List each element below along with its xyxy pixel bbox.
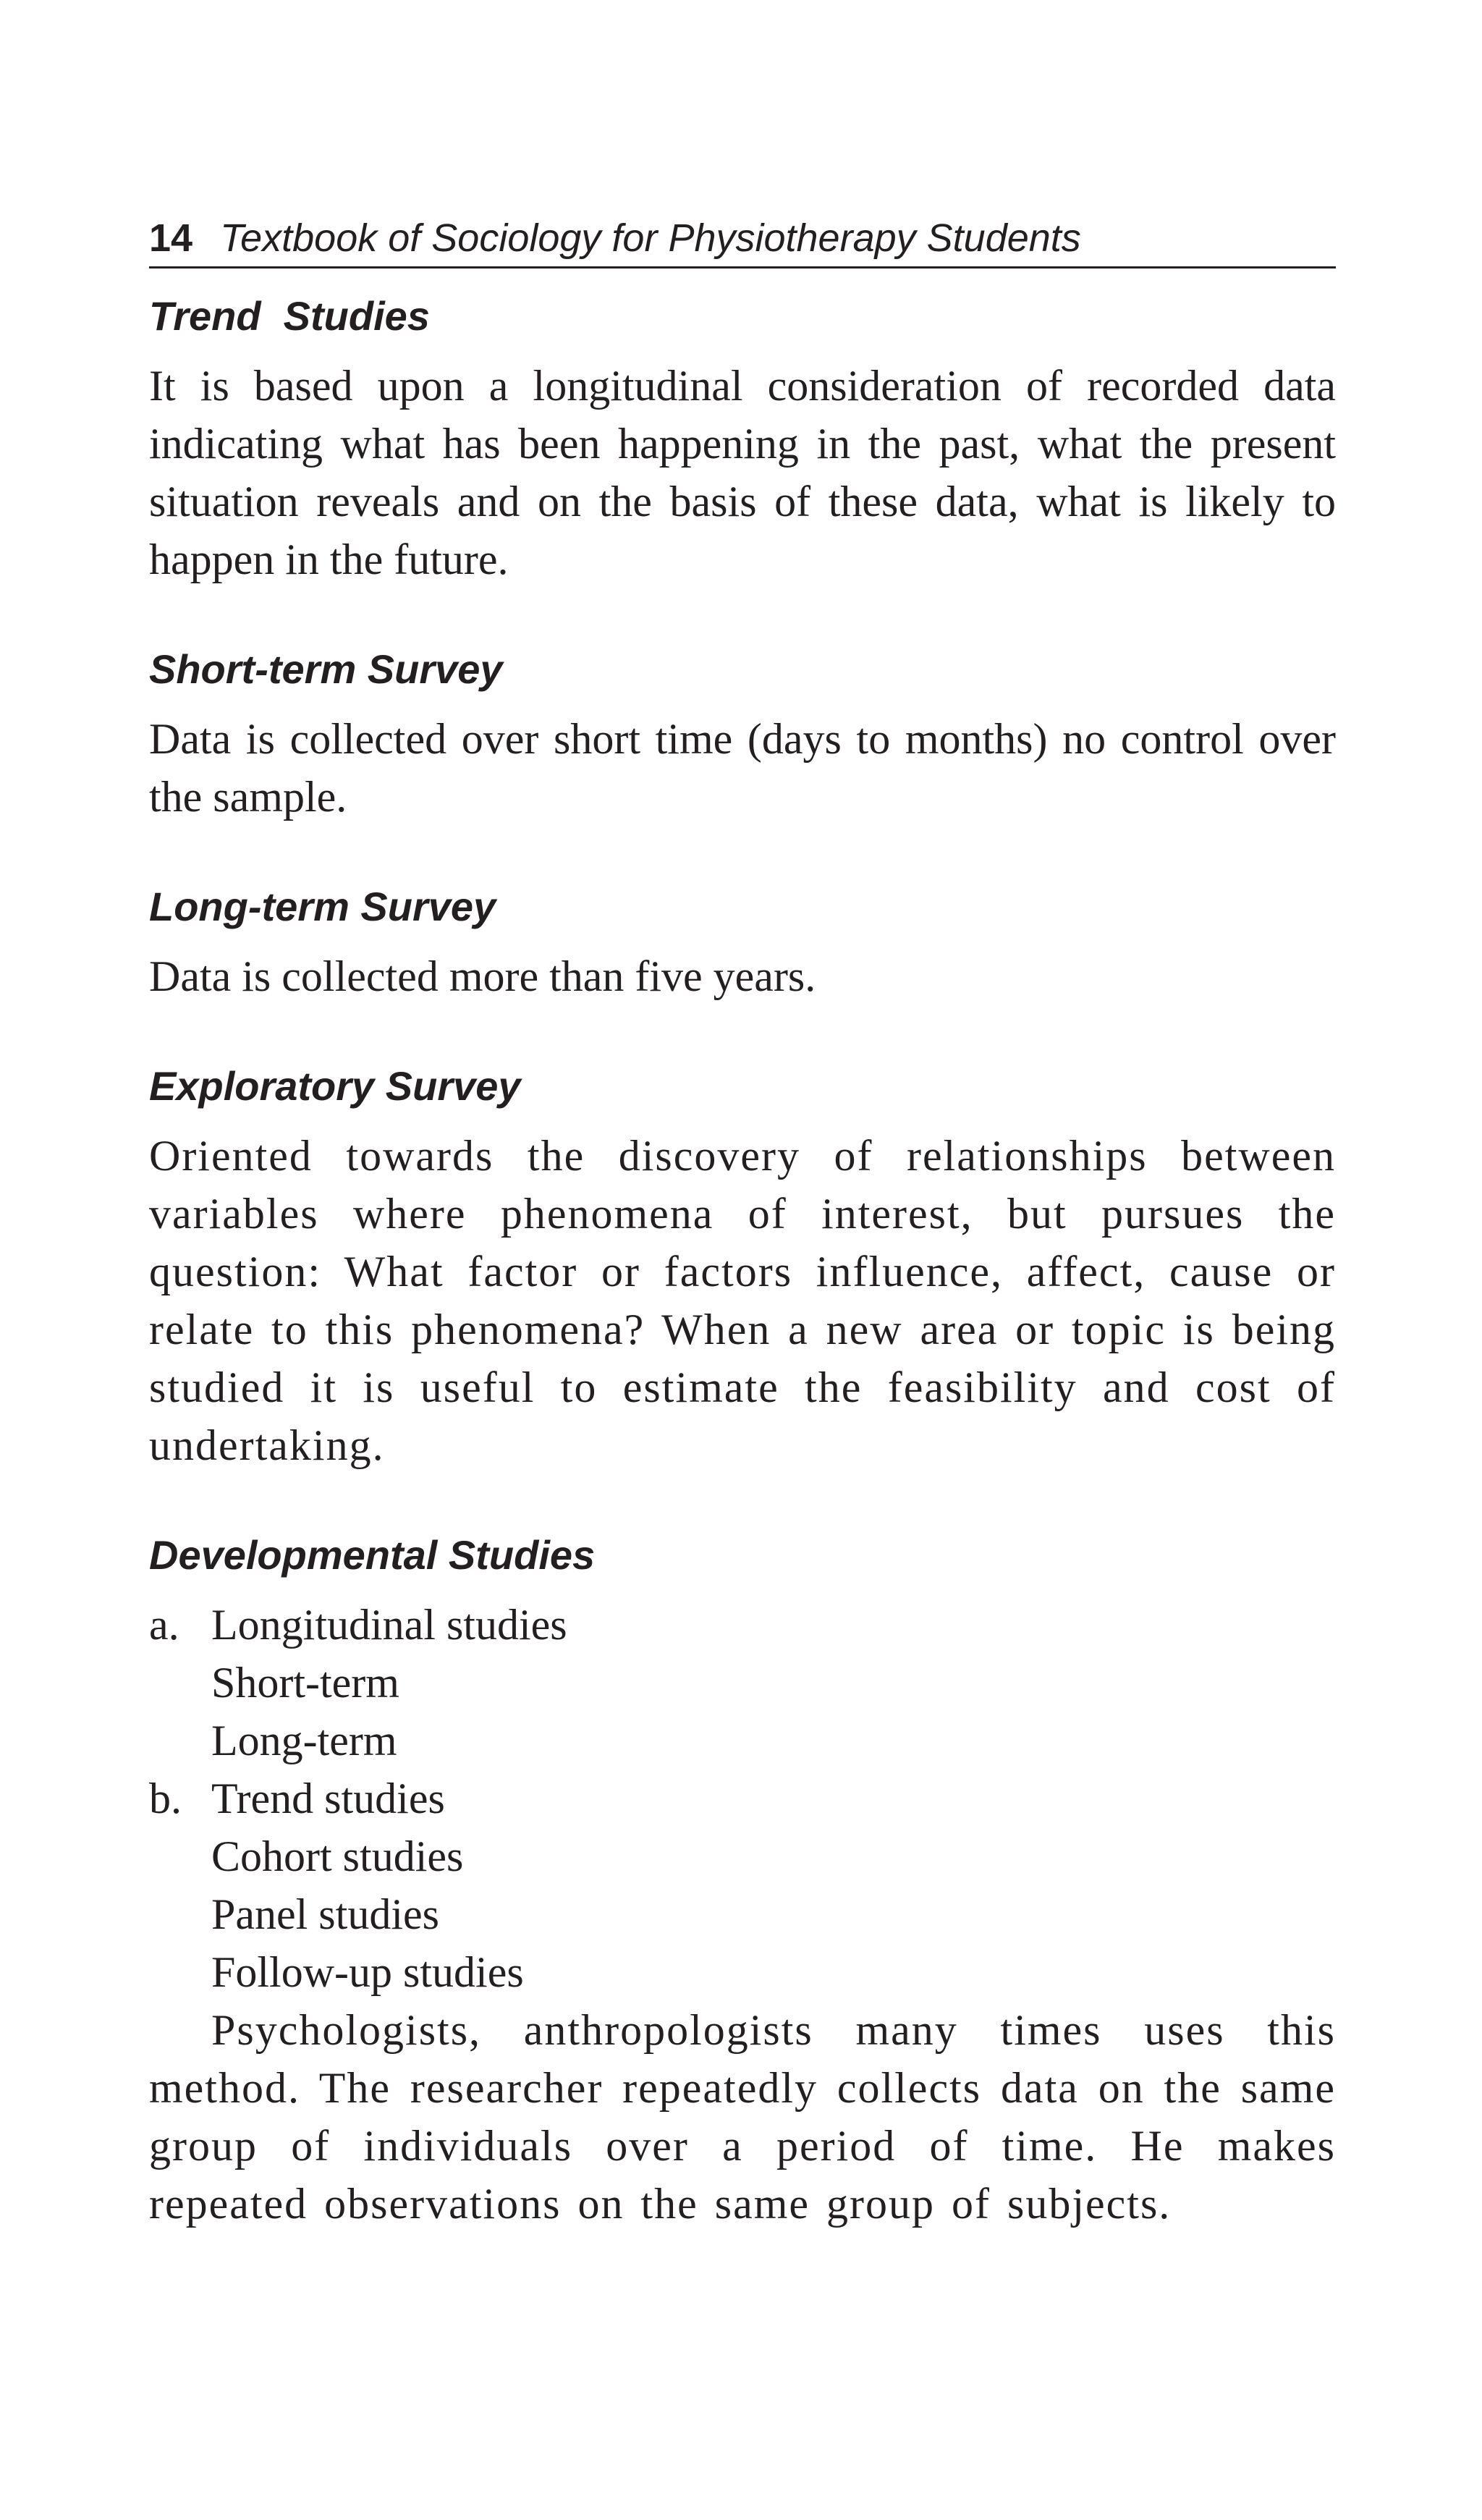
section-heading: Trend Studies: [149, 293, 430, 339]
sub-list-item: Cohort studies: [211, 1832, 464, 1880]
section-heading: Long-term Survey: [149, 884, 496, 929]
section-exploratory-survey: [149, 1057, 1336, 1474]
section-short-term-survey: [149, 640, 1336, 826]
section-paragraph: Psychologists, anthropologists many times uses this method. The researcher repeatedly collects data on the same group of individuals over a period of time. He makes repeated observations on the same group of subjects.: [149, 2006, 1336, 2228]
sub-list-item: Follow-up studies: [211, 1948, 524, 1996]
section-paragraph: It is based upon a longitudinal consideration of recorded data indicating what has been happening in the past, what the present situation reveals and on the basis of these data, what is likely to happen in the future.: [149, 362, 1336, 583]
book-page: [149, 210, 1336, 2233]
studies-list: [149, 1596, 1336, 2001]
section-paragraph: Oriented towards the discovery of relationships between variables where phenomena of interest, but pursues the question: What factor or factors influence, affect, cause or relate to this phenomena? When a new area or topic is being studied it is useful to estimate the feasibility and cost of undertaking.: [149, 1132, 1336, 1469]
sub-list-item: Short-term: [211, 1659, 399, 1707]
section-developmental-studies: [149, 1526, 1336, 2233]
list-item-label: Trend studies: [211, 1775, 445, 1822]
section-paragraph: Data is collected over short time (days to months) no control over the sample.: [149, 715, 1336, 821]
section-heading: Exploratory Survey: [149, 1063, 521, 1109]
section-long-term-survey: [149, 878, 1336, 1005]
list-marker: a.: [149, 1601, 179, 1649]
section-heading: Developmental Studies: [149, 1532, 596, 1578]
list-item: [149, 1770, 1336, 1827]
running-head: [149, 210, 1336, 269]
sub-list-item: Panel studies: [211, 1890, 439, 1938]
section-paragraph: Data is collected more than five years.: [149, 952, 816, 1000]
section-heading: Short-term Survey: [149, 646, 503, 692]
section-trend-studies: [149, 287, 1336, 588]
list-marker: b.: [149, 1775, 182, 1822]
sub-list-item: Long-term: [211, 1717, 397, 1764]
list-item-label: Longitudinal studies: [211, 1601, 567, 1649]
book-title: Textbook of Sociology for Physiotherapy Students: [220, 216, 1081, 260]
page-number: 14: [149, 216, 193, 260]
list-item: [149, 1596, 1336, 1654]
